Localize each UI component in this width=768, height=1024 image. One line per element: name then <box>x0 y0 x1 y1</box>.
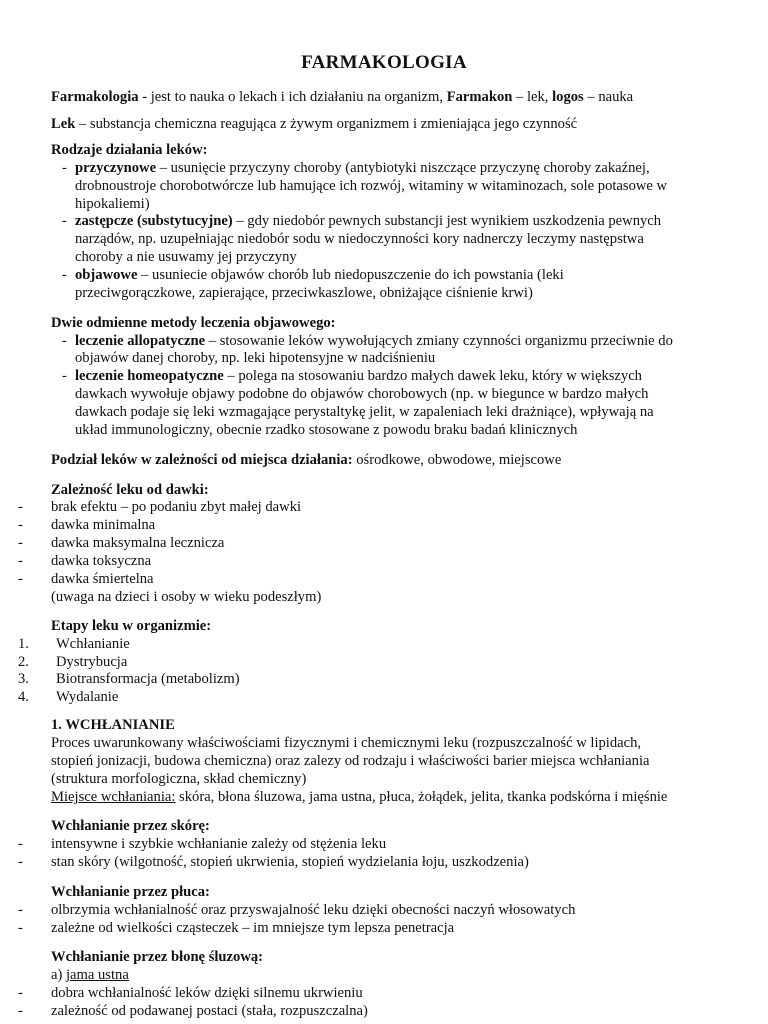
list-item-line: hipokaliemi) <box>75 196 150 212</box>
list-item-line <box>75 266 564 284</box>
list-item-line <box>75 367 642 385</box>
list-bullet: - <box>62 333 67 349</box>
list-dash: - <box>18 535 23 551</box>
list-item: dobra wchłanialność leków dzięki silnemu ukrwieniu <box>51 985 363 1001</box>
lek-definition <box>51 115 577 133</box>
list-item: brak efektu – po podaniu zbyt małej dawki <box>51 499 302 515</box>
list-item: dawka maksymalna lecznicza <box>51 535 225 551</box>
list-item: Biotransformacja (metabolizm) <box>56 671 240 687</box>
zaleznosc-note: (uwaga na dzieci i osoby w wieku podeszłym) <box>51 589 322 605</box>
section-heading-zaleznosc: Zależność leku od dawki: <box>51 482 209 498</box>
list-item: dawka toksyczna <box>51 553 152 569</box>
list-item: stan skóry (wilgotność, stopień ukrwienia, stopień wydzielania łoju, uszkodzenia) <box>51 854 529 870</box>
term-farmakologia: Farmakologia <box>51 89 139 105</box>
section-heading-wchlanianie: 1. WCHŁANIANIE <box>51 717 175 733</box>
list-dash: - <box>18 553 23 569</box>
list-item: dawka minimalna <box>51 517 156 533</box>
list-item: dawka śmiertelna <box>51 571 154 587</box>
list-item-line <box>75 159 650 177</box>
list-item-line: układ immunologiczny, obecnie rzadko stosowane z powodu braku badań klinicznych <box>75 422 578 438</box>
def-lek: – substancja chemiczna reagująca z żywym organizmem i zmieniająca jego czynność <box>75 116 578 132</box>
list-dash: - <box>18 499 23 515</box>
list-number: 3. <box>18 671 29 687</box>
section-heading-blona: Wchłanianie przez błonę śluzową: <box>51 949 264 965</box>
list-number: 4. <box>18 689 29 705</box>
list-dash: - <box>18 517 23 533</box>
list-item: zależność od podawanej postaci (stała, rozpuszczalna) <box>51 1003 368 1019</box>
list-dash: - <box>18 1003 23 1019</box>
miejsce-line <box>51 788 667 806</box>
paragraph-line: stopień jonizacji, budowa chemiczna) oraz zalezy od rodzaju i właściwości barier miejsca wchłaniania <box>51 753 650 769</box>
term-allopatyczne: leczenie allopatyczne <box>75 333 206 349</box>
term-zastepcze: zastępcze (substytucyjne) <box>75 213 233 229</box>
term-objawowe: objawowe <box>75 267 138 283</box>
list-item-text: – stosowanie leków wywołujących zmiany czynności organizmu przeciwnie do <box>205 333 673 349</box>
list-number: 1. <box>18 636 29 652</box>
list-item-line <box>75 212 661 230</box>
list-item: Wchłanianie <box>56 636 130 652</box>
term-farmakon: Farmakon <box>446 89 513 105</box>
list-item-text: – polega na stosowaniu bardzo małych dawek leku, który w większych <box>223 368 642 384</box>
list-dash: - <box>18 920 23 936</box>
list-item: olbrzymia wchłanialność oraz przyswajalność leku dzięki obecności naczyń włosowatych <box>51 902 576 918</box>
list-dash: - <box>18 902 23 918</box>
term-homeopatyczne: leczenie homeopatyczne <box>75 368 224 384</box>
def-farmakologia: - jest to nauka o lekach i ich działaniu na organizm, <box>138 89 447 105</box>
list-bullet: - <box>62 160 67 176</box>
list-item-line: choroby a nie usuwamy jej przyczyny <box>75 249 297 265</box>
list-dash: - <box>18 836 23 852</box>
list-item-text: – gdy niedobór pewnych substancji jest wynikiem uszkodzenia pewnych <box>232 213 662 229</box>
section-heading-pluca: Wchłanianie przez płuca: <box>51 884 210 900</box>
def-farmakon: – lek, <box>512 89 553 105</box>
list-item: zależne od wielkości cząsteczek – im mniejsze tym lepsza penetracja <box>51 920 455 936</box>
list-item: intensywne i szybkie wchłanianie zależy od stężenia leku <box>51 836 387 852</box>
list-item-text: – usuniecie objawów chorób lub niedopuszczenie do ich powstania (leki <box>137 267 564 283</box>
miejsce-text: skóra, błona śluzowa, jama ustna, płuca, żołądek, jelita, tkanka podskórna i mięśnie <box>175 789 668 805</box>
list-bullet: - <box>62 213 67 229</box>
list-dash: - <box>18 854 23 870</box>
list-dash: - <box>18 985 23 1001</box>
paragraph-line: (struktura morfologiczna, skład chemiczny) <box>51 771 307 787</box>
list-item-line: objawów danej choroby, np. leki hipotensyjne w nadciśnieniu <box>75 350 436 366</box>
list-item-line <box>75 332 673 350</box>
sub-prefix: a) <box>51 967 66 983</box>
list-dash: - <box>18 571 23 587</box>
podzial-line <box>51 451 561 469</box>
list-bullet: - <box>62 267 67 283</box>
list-item-line: dawkach podaje się leki wzmagające perystaltykę jelit, w zapaleniach leki drażniące), wpływają na <box>75 404 654 420</box>
list-item-line: dawkach wywołuje objawy podobne do objawów chorobowych (np. w biegunce w bardzo małych <box>75 386 649 402</box>
list-item-line: narządów, np. uzupełniając niedobór sodu w niedoczynności kory nadnerczy leczymy następstwa <box>75 231 644 247</box>
paragraph-line: Proces uwarunkowany właściwościami fizycznymi i chemicznymi leku (rozpuszczalność w lipidach, <box>51 735 642 751</box>
list-bullet: - <box>62 368 67 384</box>
miejsce-label: Miejsce wchłaniania: <box>51 789 176 805</box>
section-heading-metody: Dwie odmienne metody leczenia objawowego: <box>51 315 336 331</box>
sub-heading-jama-ustna <box>51 966 129 984</box>
term-logos: logos <box>552 89 584 105</box>
list-item: Wydalanie <box>56 689 119 705</box>
page-title: FARMAKOLOGIA <box>301 52 467 73</box>
list-item-line: przeciwgorączkowe, zapierające, przeciwkaszlowe, obniżające ciśnienie krwi) <box>75 285 533 301</box>
list-item-line: drobnoustroje chorobotwórcze lub hamujące ich rozwój, witaminy w witaminozach, sole potasowe w <box>75 178 668 194</box>
podzial-text: ośrodkowe, obwodowe, miejscowe <box>352 452 562 468</box>
term-przyczynowe: przyczynowe <box>75 160 157 176</box>
section-heading-etapy: Etapy leku w organizmie: <box>51 618 212 634</box>
list-number: 2. <box>18 654 29 670</box>
term-lek: Lek <box>51 116 76 132</box>
section-heading-skora: Wchłanianie przez skórę: <box>51 818 210 834</box>
section-heading-podzial: Podział leków w zależności od miejsca działania: <box>51 452 353 468</box>
list-item-text: – usunięcie przyczyny choroby (antybiotyki niszczące przyczynę choroby zakaźnej, <box>156 160 650 176</box>
section-heading-rodzaje: Rodzaje działania leków: <box>51 142 208 158</box>
def-logos: – nauka <box>583 89 634 105</box>
intro-paragraph <box>51 88 633 106</box>
sub-label: jama ustna <box>66 967 129 983</box>
list-item: Dystrybucja <box>56 654 128 670</box>
